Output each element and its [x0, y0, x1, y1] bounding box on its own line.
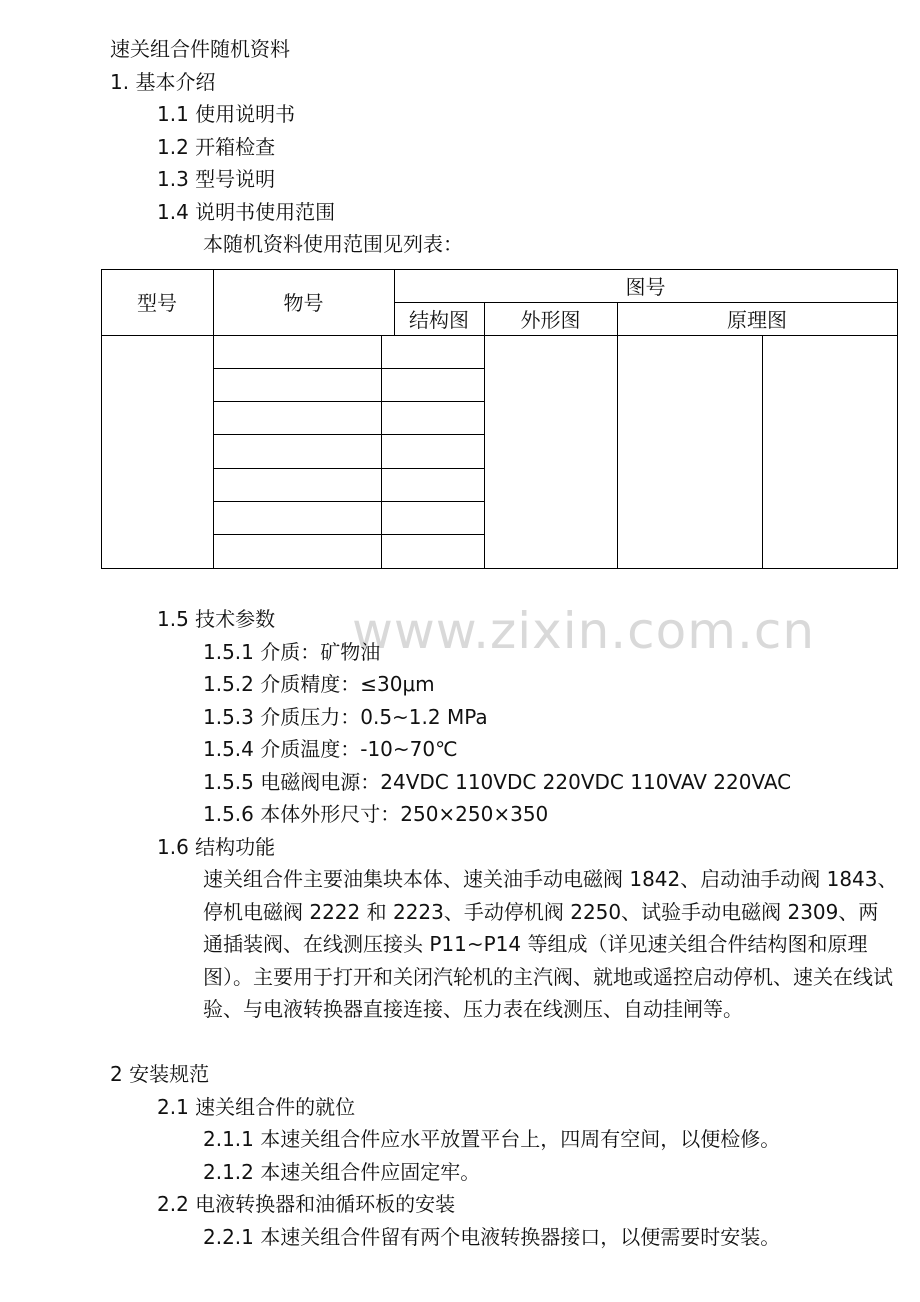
- section-1-3-heading: 1.3 型号说明: [157, 167, 276, 191]
- section-2-1-2-text: 2.1.2 本速关组合件应固定牢。: [203, 1160, 481, 1184]
- section-1-4-heading: 1.4 说明书使用范围: [157, 200, 336, 224]
- param-line: 1.5.4 介质温度：-10~70℃: [203, 737, 458, 761]
- section-2-1-1-text: 2.1.1 本速关组合件应水平放置平台上，四周有空间，以便检修。: [203, 1127, 781, 1151]
- table-header-principle: 原理图: [727, 308, 787, 332]
- table-header-item-number: 物号: [283, 291, 324, 315]
- section-2-2-heading: 2.2 电液转换器和油循环板的安装: [157, 1192, 456, 1216]
- section-1-6-heading: 1.6 结构功能: [157, 835, 276, 859]
- section-1-1-heading: 1.1 使用说明书: [157, 102, 296, 126]
- param-line: 1.5.6 本体外形尺寸：250×250×350: [203, 802, 549, 826]
- section-1-5-heading: 1.5 技术参数: [157, 607, 276, 631]
- section-2-heading: 2 安装规范: [110, 1062, 210, 1086]
- table-header-model: 型号: [137, 291, 177, 315]
- watermark: www.zixin.com.cn: [352, 602, 816, 660]
- param-line: 1.5.2 介质精度：≤30μm: [203, 672, 435, 696]
- param-line: 1.5.3 介质压力：0.5~1.2 MPa: [203, 705, 488, 729]
- table-header-outline: 外形图: [520, 308, 581, 332]
- section-2-1-heading: 2.1 速关组合件的就位: [157, 1095, 356, 1119]
- document-title: 速关组合件随机资料: [110, 37, 290, 61]
- table-header-structure: 结构图: [409, 308, 469, 332]
- section-1-4-text: 本随机资料使用范围见列表：: [203, 232, 463, 256]
- section-1-heading: 1. 基本介绍: [110, 70, 216, 94]
- section-1-6-paragraph: 速关组合件主要油集块本体、速关油手动电磁阀 1842、启动油手动阀 1843、停机电磁阀 2222 和 2223、手动停机阀 2250、试验手动电磁阀 2309、两通插装阀、在线测压接头 P11~P14 等组成（详见速关组合件结构图和原理图）。主要用于打开和关闭汽轮机的主汽阀、就地或遥控启动停机、速关在线试验、与电液转换器直接连接、压力表在线测压、自动挂闸等。: [203, 867, 898, 1022]
- param-line: 1.5.5 电磁阀电源：24VDC 110VDC 220VDC 110VAV 220VAC: [203, 770, 792, 794]
- table-header-drawing-number: 图号: [625, 275, 666, 299]
- section-1-2-heading: 1.2 开箱检查: [157, 135, 276, 159]
- param-line: 1.5.1 介质：矿物油: [203, 640, 381, 664]
- section-2-2-1-text: 2.2.1 本速关组合件留有两个电液转换器接口，以便需要时安装。: [203, 1225, 781, 1249]
